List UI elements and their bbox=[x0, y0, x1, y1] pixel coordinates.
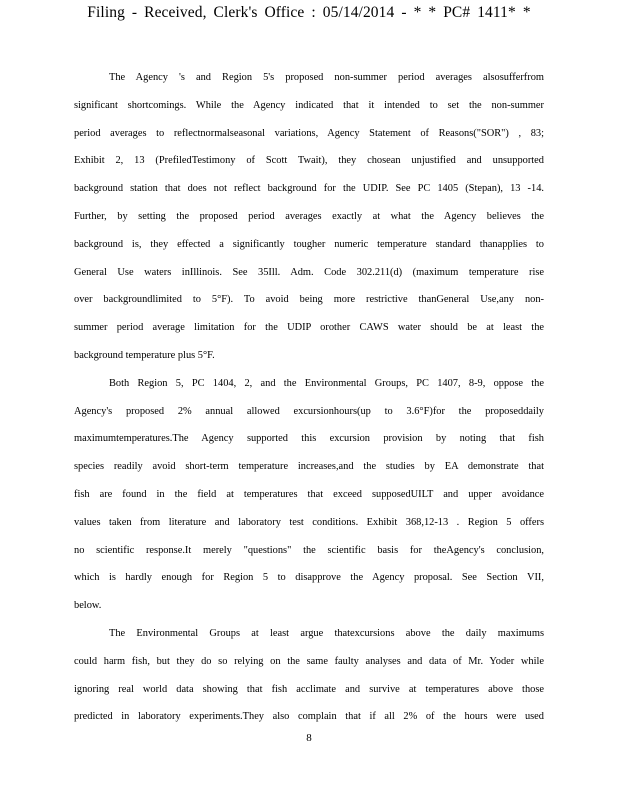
text-line: The Agency 's and Region 5's proposed non-summer period averages alsosufferfrom bbox=[109, 72, 544, 83]
text-line: background station that does not reflect background for the UDIP. See PC 1405 (Stepan), 13 -14. bbox=[74, 183, 544, 195]
text-line: summer period average limitation for the UDIP orother CAWS water should be at least the bbox=[74, 322, 544, 334]
text-line: species readily avoid short-term temperature increases,and the studies by EA demonstrate that bbox=[74, 461, 544, 473]
text-line: below. bbox=[74, 600, 102, 612]
text-line: General Use waters inIllinois. See 35Ill. Adm. Code 302.211(d) (maximum temperature rise bbox=[74, 266, 544, 278]
text-line: over backgroundlimited to 5°F). To avoid being more restrictive thanGeneral Use,any non- bbox=[74, 294, 544, 306]
text-line: values taken from literature and laboratory test conditions. Exhibit 368,12-13 . Region 5 offers bbox=[74, 516, 544, 528]
text-line: could harm fish, but they do so relying on the same faulty analyses and data of Mr. Yoder while bbox=[74, 655, 544, 667]
text-line: period averages to reflectnormalseasonal variations, Agency Statement of Reasons("SOR") , 83; bbox=[74, 127, 544, 139]
text-line: background is, they effected a significantly tougher numeric temperature standard thanapplies to bbox=[74, 238, 544, 250]
text-line: Further, by setting the proposed period averages exactly at what the Agency believes the bbox=[74, 210, 544, 222]
text-line: Exhibit 2, 13 (PrefiledTestimony of Scott Twait), they chosean unjustified and unsupported bbox=[74, 155, 544, 167]
text-line: which is hardly enough for Region 5 to disapprove the Agency proposal. See Section VII, bbox=[74, 572, 544, 584]
text-line: background temperature plus 5°F. bbox=[74, 349, 215, 361]
text-line: ignoring real world data showing that fish acclimate and survive at temperatures above those bbox=[74, 683, 544, 695]
text-line: fish are found in the field at temperatures that exceed supposedUILT and upper avoidance bbox=[74, 488, 544, 500]
text-line: no scientific response.It merely "questions" the scientific basis for theAgency's conclusion, bbox=[74, 544, 544, 556]
paragraph-excursion-hours bbox=[74, 370, 544, 620]
text-line: predicted in laboratory experiments.They also complain that if all 2% of the hours were used bbox=[74, 711, 544, 723]
filing-header: Filing - Received, Clerk's Office : 05/14/2014 - * * PC# 1411* * bbox=[87, 4, 531, 21]
text-line: Agency's proposed 2% annual allowed excursionhours(up to 3.6°F)for the proposeddaily bbox=[74, 405, 544, 417]
document-body bbox=[74, 64, 544, 731]
text-line: significant shortcomings. While the Agency indicated that it intended to set the non-summer bbox=[74, 99, 544, 111]
paragraph-environmental-groups bbox=[74, 620, 544, 731]
text-line: The Environmental Groups at least argue thatexcursions above the daily maximums bbox=[109, 627, 544, 639]
text-line: Both Region 5, PC 1404, 2, and the Environmental Groups, PC 1407, 8-9, oppose the bbox=[109, 377, 544, 389]
text-line: maximumtemperatures.The Agency supported this excursion provision by noting that fish bbox=[74, 433, 544, 445]
page-number: 8 bbox=[306, 732, 312, 744]
paragraph-agency-non-summer bbox=[74, 64, 544, 370]
